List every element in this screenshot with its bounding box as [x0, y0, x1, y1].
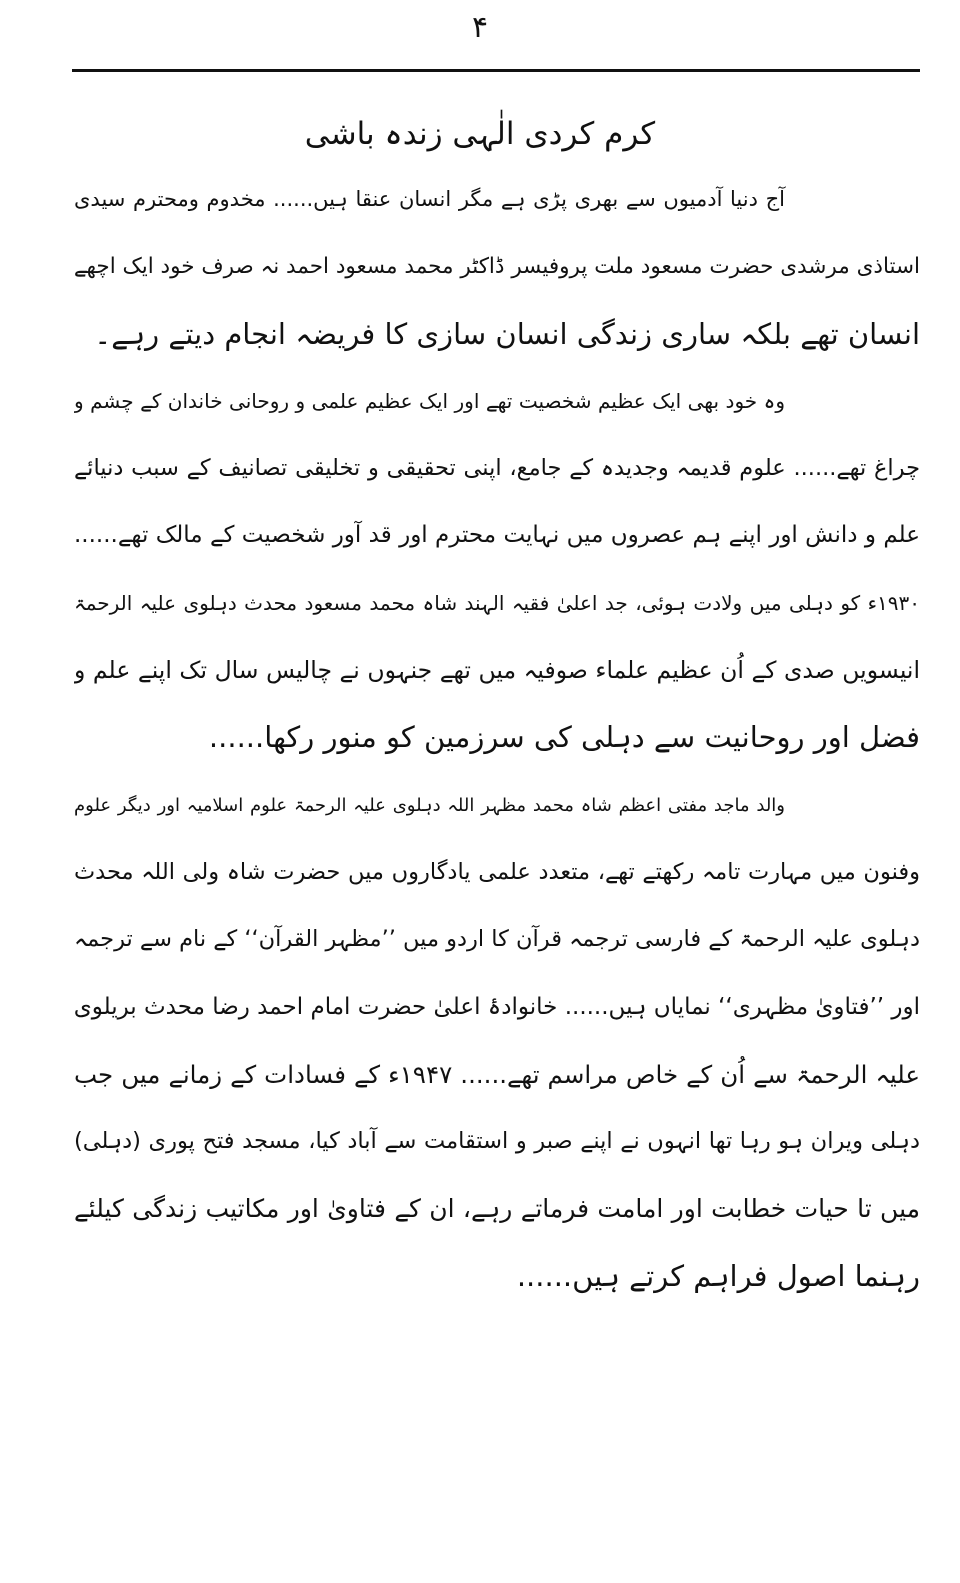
text-line: انیسویں صدی کے اُن عظیم علماء صوفیہ میں تھے جنہوں نے چالیس سال تک اپنے علم و	[74, 656, 920, 685]
text-line: دہلی ویران ہو رہا تھا انہوں نے اپنے صبر و استقامت سے آباد کیا، مسجد فتح پوری (دہلی)	[74, 1128, 920, 1155]
text-line: فضل اور روحانیت سے دہلی کی سرزمین کو منور رکھا......	[208, 720, 920, 755]
text-line: ۱۹۳۰ء کو دہلی میں ولادت ہوئی، جد اعلیٰ فقیہ الہند شاہ محمد مسعود محدث دہلوی علیہ الرحمۃ	[74, 590, 920, 615]
text-line: استاذی مرشدی حضرت مسعود ملت پروفیسر ڈاکٹر محمد مسعود احمد نہ صرف خود ایک اچھے	[74, 254, 920, 280]
text-line: علیہ الرحمۃ سے اُن کے خاص مراسم تھے...... ۱۹۴۷ء کے فسادات کے زمانے میں جب	[74, 1059, 920, 1089]
page-number: ۴	[471, 10, 489, 45]
text-line: دہلوی علیہ الرحمۃ کے فارسی ترجمہ قرآن کا اردو میں ’’مظہر القرآن‘‘ کے نام سے ترجمہ	[74, 926, 920, 953]
text-line: انسان تھے بلکہ ساری زندگی انسان سازی کا فریضہ انجام دیتے رہے۔	[94, 316, 920, 351]
header-rule	[72, 69, 920, 72]
text-line: رہنما اصول فراہم کرتے ہیں......	[516, 1258, 920, 1293]
text-line: والد ماجد مفتی اعظم شاہ محمد مظہر اللہ دہلوی علیہ الرحمۃ علوم اسلامیہ اور دیگر علوم	[74, 794, 785, 816]
text-line: وفنون میں مہارت تامہ رکھتے تھے، متعدد علمی یادگاروں میں حضرت شاہ ولی اللہ محدث	[74, 858, 920, 885]
body-text	[74, 166, 920, 1310]
text-line: وہ خود بھی ایک عظیم شخصیت تھے اور ایک عظیم علمی و روحانی خاندان کے چشم و	[74, 388, 785, 413]
text-line: علم و دانش اور اپنے ہم عصروں میں نہایت محترم اور قد آور شخصیت کے مالک تھے......	[74, 522, 920, 549]
text-line: اور ’’فتاویٰ مظہری‘‘ نمایاں ہیں...... خانوادۂ اعلیٰ حضرت امام احمد رضا محدث بریلوی	[74, 993, 920, 1020]
text-line: میں تا حیات خطابت اور امامت فرماتے رہے، ان کے فتاویٰ اور مکاتیب زندگی کیلئے	[74, 1194, 920, 1224]
page-heading: کرم کردی الٰہی زندہ باشی	[304, 116, 656, 152]
text-line: چراغ تھے...... علوم قدیمہ وجدیدہ کے جامع، اپنی تحقیقی و تخلیقی تصانیف کے سبب دنیائے	[74, 455, 920, 482]
text-line: آج دنیا آدمیوں سے بھری پڑی ہے مگر انسان عنقا ہیں...... مخدوم ومحترم سیدی	[74, 187, 785, 211]
